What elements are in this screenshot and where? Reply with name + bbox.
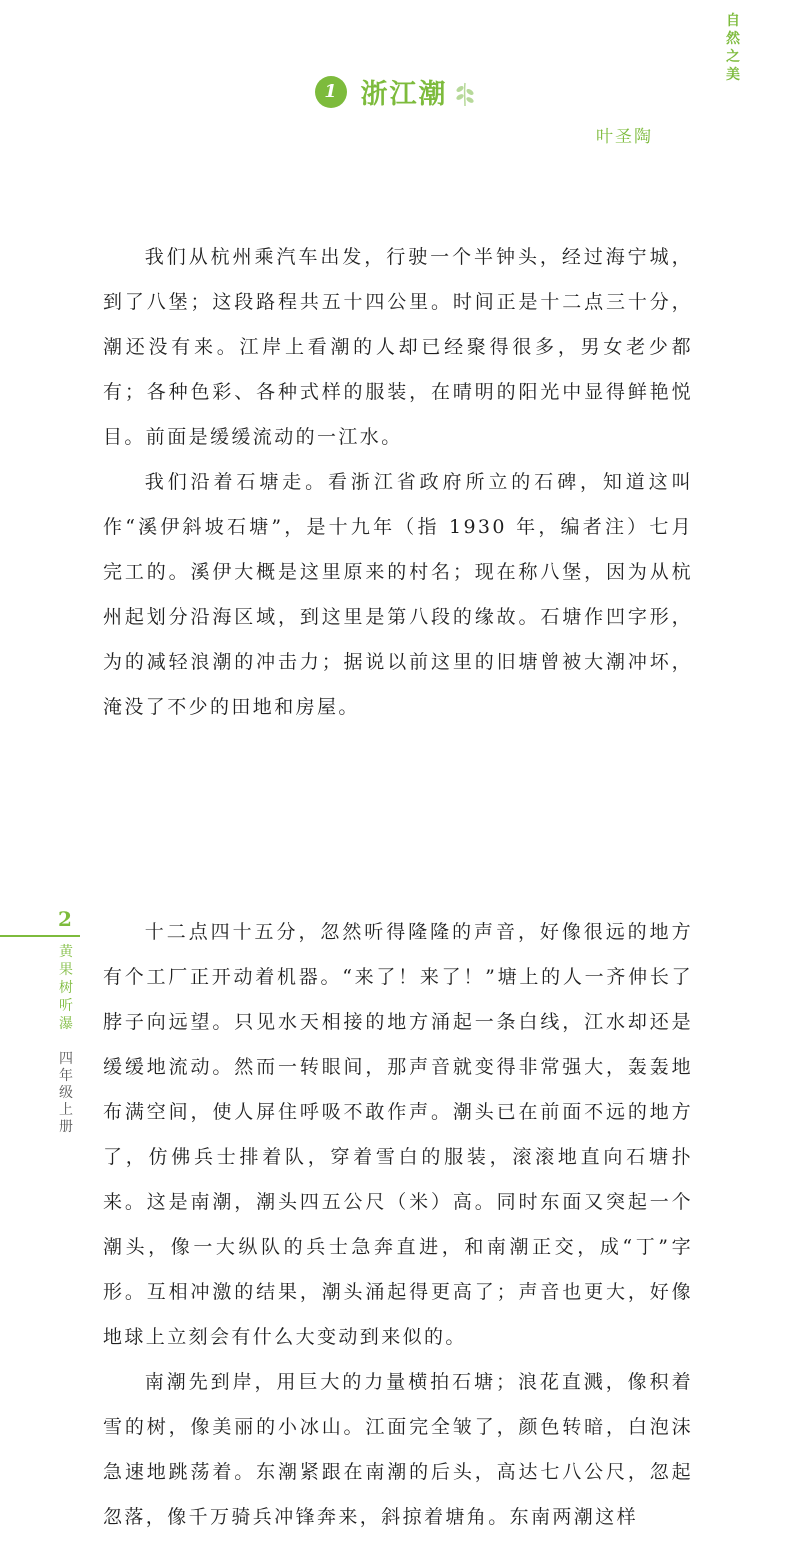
lesson-heading <box>0 72 790 111</box>
grade-char: 年 <box>59 1068 73 1084</box>
page-number: 2 <box>58 907 72 931</box>
section-label-char: 之 <box>726 49 740 65</box>
book-title-char: 听 <box>59 998 73 1014</box>
book-title-char: 树 <box>59 980 73 996</box>
grade-char: 四 <box>59 1051 73 1067</box>
author-name: 叶圣陶 <box>596 127 653 147</box>
section-label-char: 然 <box>726 31 740 47</box>
book-title-char: 果 <box>59 962 73 978</box>
grade-label <box>56 1051 76 1136</box>
book-title-char: 黄 <box>59 944 73 960</box>
section-label-char: 自 <box>726 13 740 29</box>
lesson-title: 浙江潮 <box>360 79 448 110</box>
paragraph: 十二点四十五分，忽然听得隆隆的声音，好像很远的地方有个工厂正开动着机器。“来了！来了！”塘上的人一齐伸长了脖子向远望。只见水天相接的地方涌起一条白线，江水却还是缓缓地流动。然而一转眼间，那声音就变得非常强大，轰轰地布满空间，使人屏住呼吸不敢作声。潮头已在前面不远的地方了，仿佛兵士排着队，穿着雪白的服装，滚滚地直向石塘扑来。这是南潮，潮头四五公尺（米）高。同时东面又突起一个潮头，像一大纵队的兵士急奔直进，和南潮正交，成“丁”字形。互相冲激的结果，潮头涌起得更高了；声音也更大，好像地球上立刻会有什么大变动到来似的。 <box>103 921 693 1348</box>
grade-char: 册 <box>59 1119 73 1135</box>
paragraph: 南潮先到岸，用巨大的力量横拍石塘；浪花直溅，像积着雪的树，像美丽的小冰山。江面完全皱了，颜色转暗，白泡沫急速地跳荡着。东潮紧跟在南潮的后头，高达七八公尺，忽起忽落，像千万骑兵冲锋奔来，斜掠着塘角。东南两潮这样 <box>103 1371 693 1528</box>
article-body-part-1 <box>103 235 693 730</box>
paragraph: 我们沿着石塘走。看浙江省政府所立的石碑，知道这叫作“溪伊斜坡石塘”，是十九年（指 1930 年，编者注）七月完工的。溪伊大概是这里原来的村名；现在称八堡，因为从杭州起划分沿海区域，到这里是第八段的缘故。石塘作凹字形，为的减轻浪潮的冲击力；据说以前这里的旧塘曾被大潮冲坏，淹没了不少的田地和房屋。 <box>103 471 693 718</box>
grade-char: 上 <box>59 1102 73 1118</box>
book-title-char: 瀑 <box>59 1016 73 1032</box>
grade-char: 级 <box>59 1085 73 1101</box>
lesson-number-badge: 1 <box>315 76 347 108</box>
section-label-char: 美 <box>726 67 740 83</box>
paragraph: 我们从杭州乘汽车出发，行驶一个半钟头，经过海宁城，到了八堡；这段路程共五十四公里。时间正是十二点三十分，潮还没有来。江岸上看潮的人却已经聚得很多，男女老少都有；各种色彩、各种式样的服装，在晴明的阳光中显得鲜艳悦目。前面是缓缓流动的一江水。 <box>103 246 693 448</box>
book-title <box>56 943 76 1033</box>
article-body-part-2 <box>103 910 693 1540</box>
leaf-sprig-icon <box>454 81 476 107</box>
sidebar-divider <box>0 935 80 937</box>
